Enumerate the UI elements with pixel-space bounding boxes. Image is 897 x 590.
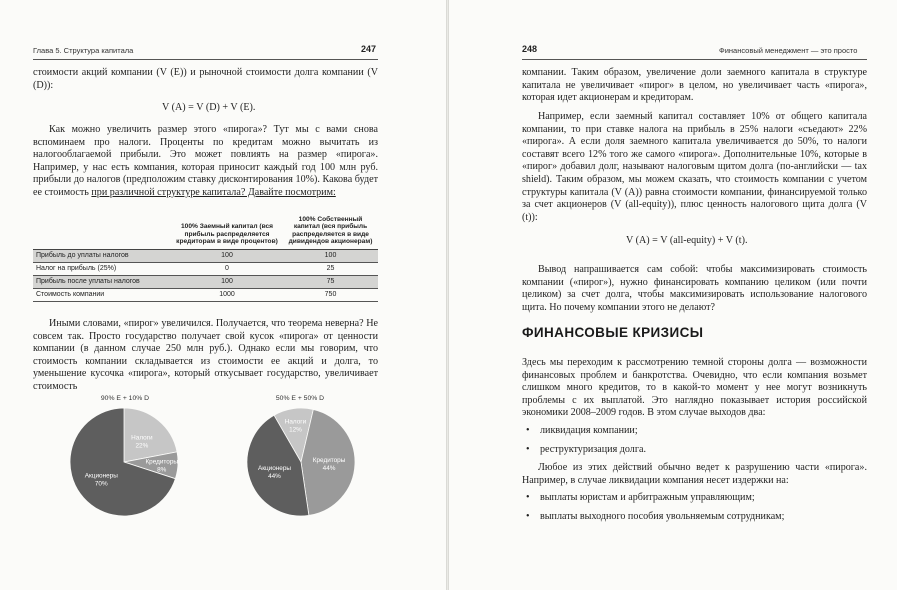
right-paragraph-3: Вывод напрашивается сам собой: чтобы максимизировать стоимость компании («пирог»), нужно финансировать компанию целиком (или почти целиком) за счет долга, чтобы максимизировать использование налогового щита. Но почему компании этого не делают?	[522, 264, 867, 313]
right-paragraph-1: компании. Таким образом, увеличение доли заемного капитала в структуре капитала не увеличивает «пирог» в целом, но увеличивает часть «пирога», которая идет акционерам и кредиторам.	[522, 67, 867, 104]
pie-slice-label: Кредиторы 8%	[145, 458, 178, 474]
running-head-right: Финансовый менеджмент — это просто	[719, 46, 858, 55]
left-paragraph-2: Как можно увеличить размер этого «пирога»? Тут мы с вами снова вспоминаем про налоги. Проценты по кредитам можно вычитать из налогооблагаемой прибыли. Это может повлиять на размер «пирога». Например, у нас есть компания, которая приносит каждый год 100 млн руб. прибыли до налогов (предположим ставку дисконтирования 10%). Какова будет ее стоимость при различной структуре капитала? Давайте посмотрим:	[33, 124, 378, 198]
list-item: • ликвидация компании;	[522, 425, 867, 438]
pie-slice-label: Акционеры 44%	[257, 465, 292, 481]
right-paragraph-2: Например, если заемный капитал составляет 10% от общего капитала компании, то при ставке налога на прибыль в 25% налоги «съедают» 22% «пирога». А если доля заемного капитала увеличивается до 50%, то налоги составят всего 12% того же самого «пирога». Дополнительные 10%, которые в «пирог» добавил долг, называют налоговым щитом долга (по-английски — tax shield). Таким образом, мы можем сказать, что стоимость компании с учетом структуры капитала (V (A)) равна стоимости компании, финансируемой только за счет акционеров (V (all-equity)), плюс ценность налогового щита долга (V (t)):	[522, 111, 867, 223]
table-header-row	[33, 216, 378, 249]
pie-chart-2	[245, 406, 357, 518]
right-paragraph-4: Здесь мы переходим к рассмотрению темной стороны долга — возможности финансовых проблем и банкротства. Очевидно, что если компания возьмет слишком много кредитов, то в какой-то момент у нее могут возникнуть проблемы с их выплатой. Это наглядно показывает история российской экономики 2008–2009 годов. В этом случае выходов два: • ликвидация компании; • реструктуризация долга.	[522, 357, 867, 462]
table-row: Налог на прибыль (25%) 0 25	[33, 262, 378, 275]
left-formula: V (A) = V (D) + V (E).	[162, 102, 256, 113]
running-head-left: Глава 5. Структура капитала	[33, 46, 134, 55]
left-paragraph-3: Иными словами, «пирог» увеличился. Получается, что теорема неверна? Не совсем так. Просто государство получает свой кусок «пирога» от ценности компании (в данном случае 250 млн руб.). Однако если мы говорим, что стоимость компании складывается из стоимости ее акций и долга, то уменьшение кусочка «пирога», который откусывает государство, увеличивает стоимость	[33, 318, 378, 392]
pie-slice-label: Акционеры 70%	[84, 472, 118, 488]
left-page	[0, 0, 446, 590]
list-item: • реструктуризация долга.	[522, 444, 867, 457]
pie-slice-label: Налоги 22%	[131, 434, 153, 450]
underlined-text: при различной структуре капитала? Давайте посмотрим:	[91, 186, 336, 198]
table-row: Прибыль до уплаты налогов 100 100	[33, 249, 378, 262]
table-row: Стоимость компании 1000 750	[33, 288, 378, 301]
right-formula: V (A) = V (all-equity) + V (t).	[626, 235, 748, 246]
pie-chart-1	[68, 406, 180, 518]
table-header-equity: 100% Собственный капитал (вся прибыль распределяется в виде дивидендов акционерам)	[283, 216, 378, 249]
list-item: • выплаты юристам и арбитражным управляющим;	[522, 492, 867, 505]
bullet-list-1	[522, 425, 867, 456]
tax-table	[33, 216, 378, 302]
section-heading: ФИНАНСОВЫЕ КРИЗИСЫ	[522, 325, 704, 340]
page-number-left: 247	[361, 44, 377, 54]
header-rule-left	[33, 59, 378, 60]
pie-slice-label: Кредиторы 44%	[312, 457, 346, 473]
table-header-debt: 100% Заемный капитал (вся прибыль распределяется кредиторам в виде процентов)	[171, 216, 283, 249]
page-number-right: 248	[522, 44, 538, 54]
pie-1-title: 90% E + 10% D	[100, 395, 150, 402]
pie-2-title: 50% E + 50% D	[275, 395, 325, 402]
pie-slice-label: Налоги 12%	[284, 418, 307, 434]
left-paragraph-1: стоимости акций компании (V (E)) и рыночной стоимости долга компании (V (D)):	[33, 67, 378, 91]
header-rule-right	[522, 59, 867, 60]
list-item: • выплаты выходного пособия увольняемым сотрудникам;	[522, 511, 867, 524]
right-page	[449, 0, 897, 590]
bullet-list-2	[522, 492, 867, 523]
table-header-empty	[33, 216, 171, 249]
table-row: Прибыль после уплаты налогов 100 75	[33, 275, 378, 288]
right-paragraph-5: Любое из этих действий обычно ведет к разрушению части «пирога». Например, в случае ликвидации компания несет издержки на: • выплаты юристам и арбитражным управляющим; • выплаты выходного пособия увольняемым сотрудникам;	[522, 462, 867, 529]
